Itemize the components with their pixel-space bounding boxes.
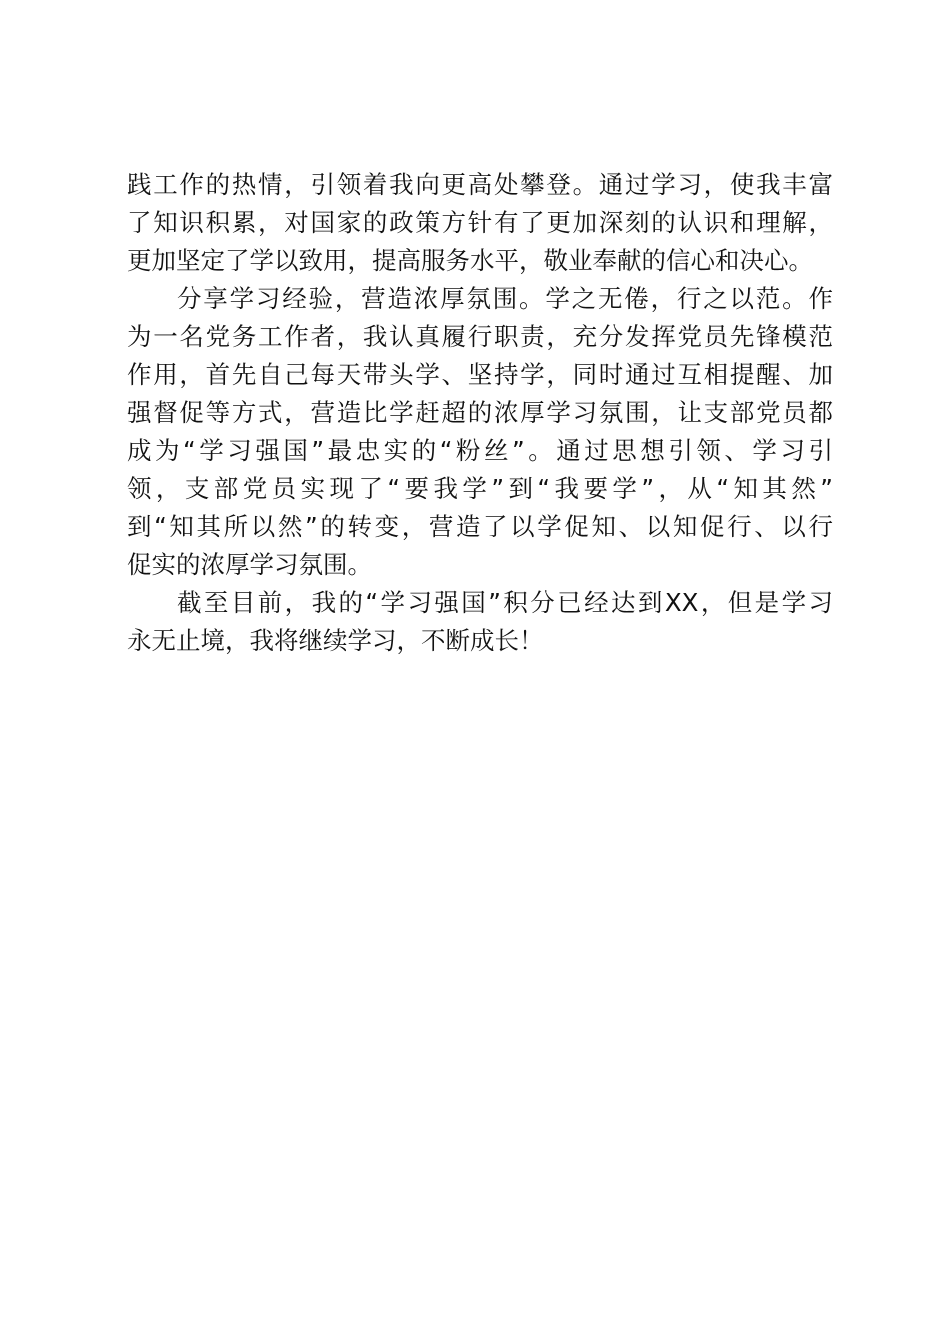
text-line: 更加坚定了学以致用，提高服务水平，敬业奉献的信心和决心。: [127, 246, 813, 275]
text-line: 领，支部党员实现了“要我学”到“我要学”，从“知其然”: [127, 474, 833, 503]
paragraph-first-line: 分享学习经验，营造浓厚氛围。学之无倦，行之以范。作: [177, 284, 833, 313]
document-body: [127, 166, 833, 660]
text-line: 为一名党务工作者，我认真履行职责，充分发挥党员先锋模范: [127, 322, 833, 351]
text-line: 到“知其所以然”的转变，营造了以学促知、以知促行、以行: [127, 512, 833, 541]
text-line: 作用，首先自己每天带头学、坚持学，同时通过互相提醒、加: [127, 360, 833, 389]
text-line: 强督促等方式，营造比学赶超的浓厚学习氛围，让支部党员都: [127, 398, 833, 427]
text-line: 永无止境，我将继续学习，不断成长！: [127, 626, 544, 655]
text-line: 成为“学习强国”最忠实的“粉丝”。通过思想引领、学习引: [127, 436, 833, 465]
text-line: 了知识积累，对国家的政策方针有了更加深刻的认识和理解，: [127, 208, 833, 237]
text-line: 促实的浓厚学习氛围。: [127, 550, 372, 579]
text-line: 践工作的热情，引领着我向更高处攀登。通过学习，使我丰富: [127, 170, 833, 199]
paragraph-first-line: 截至目前，我的“学习强国”积分已经达到XX，但是学习: [177, 588, 833, 617]
